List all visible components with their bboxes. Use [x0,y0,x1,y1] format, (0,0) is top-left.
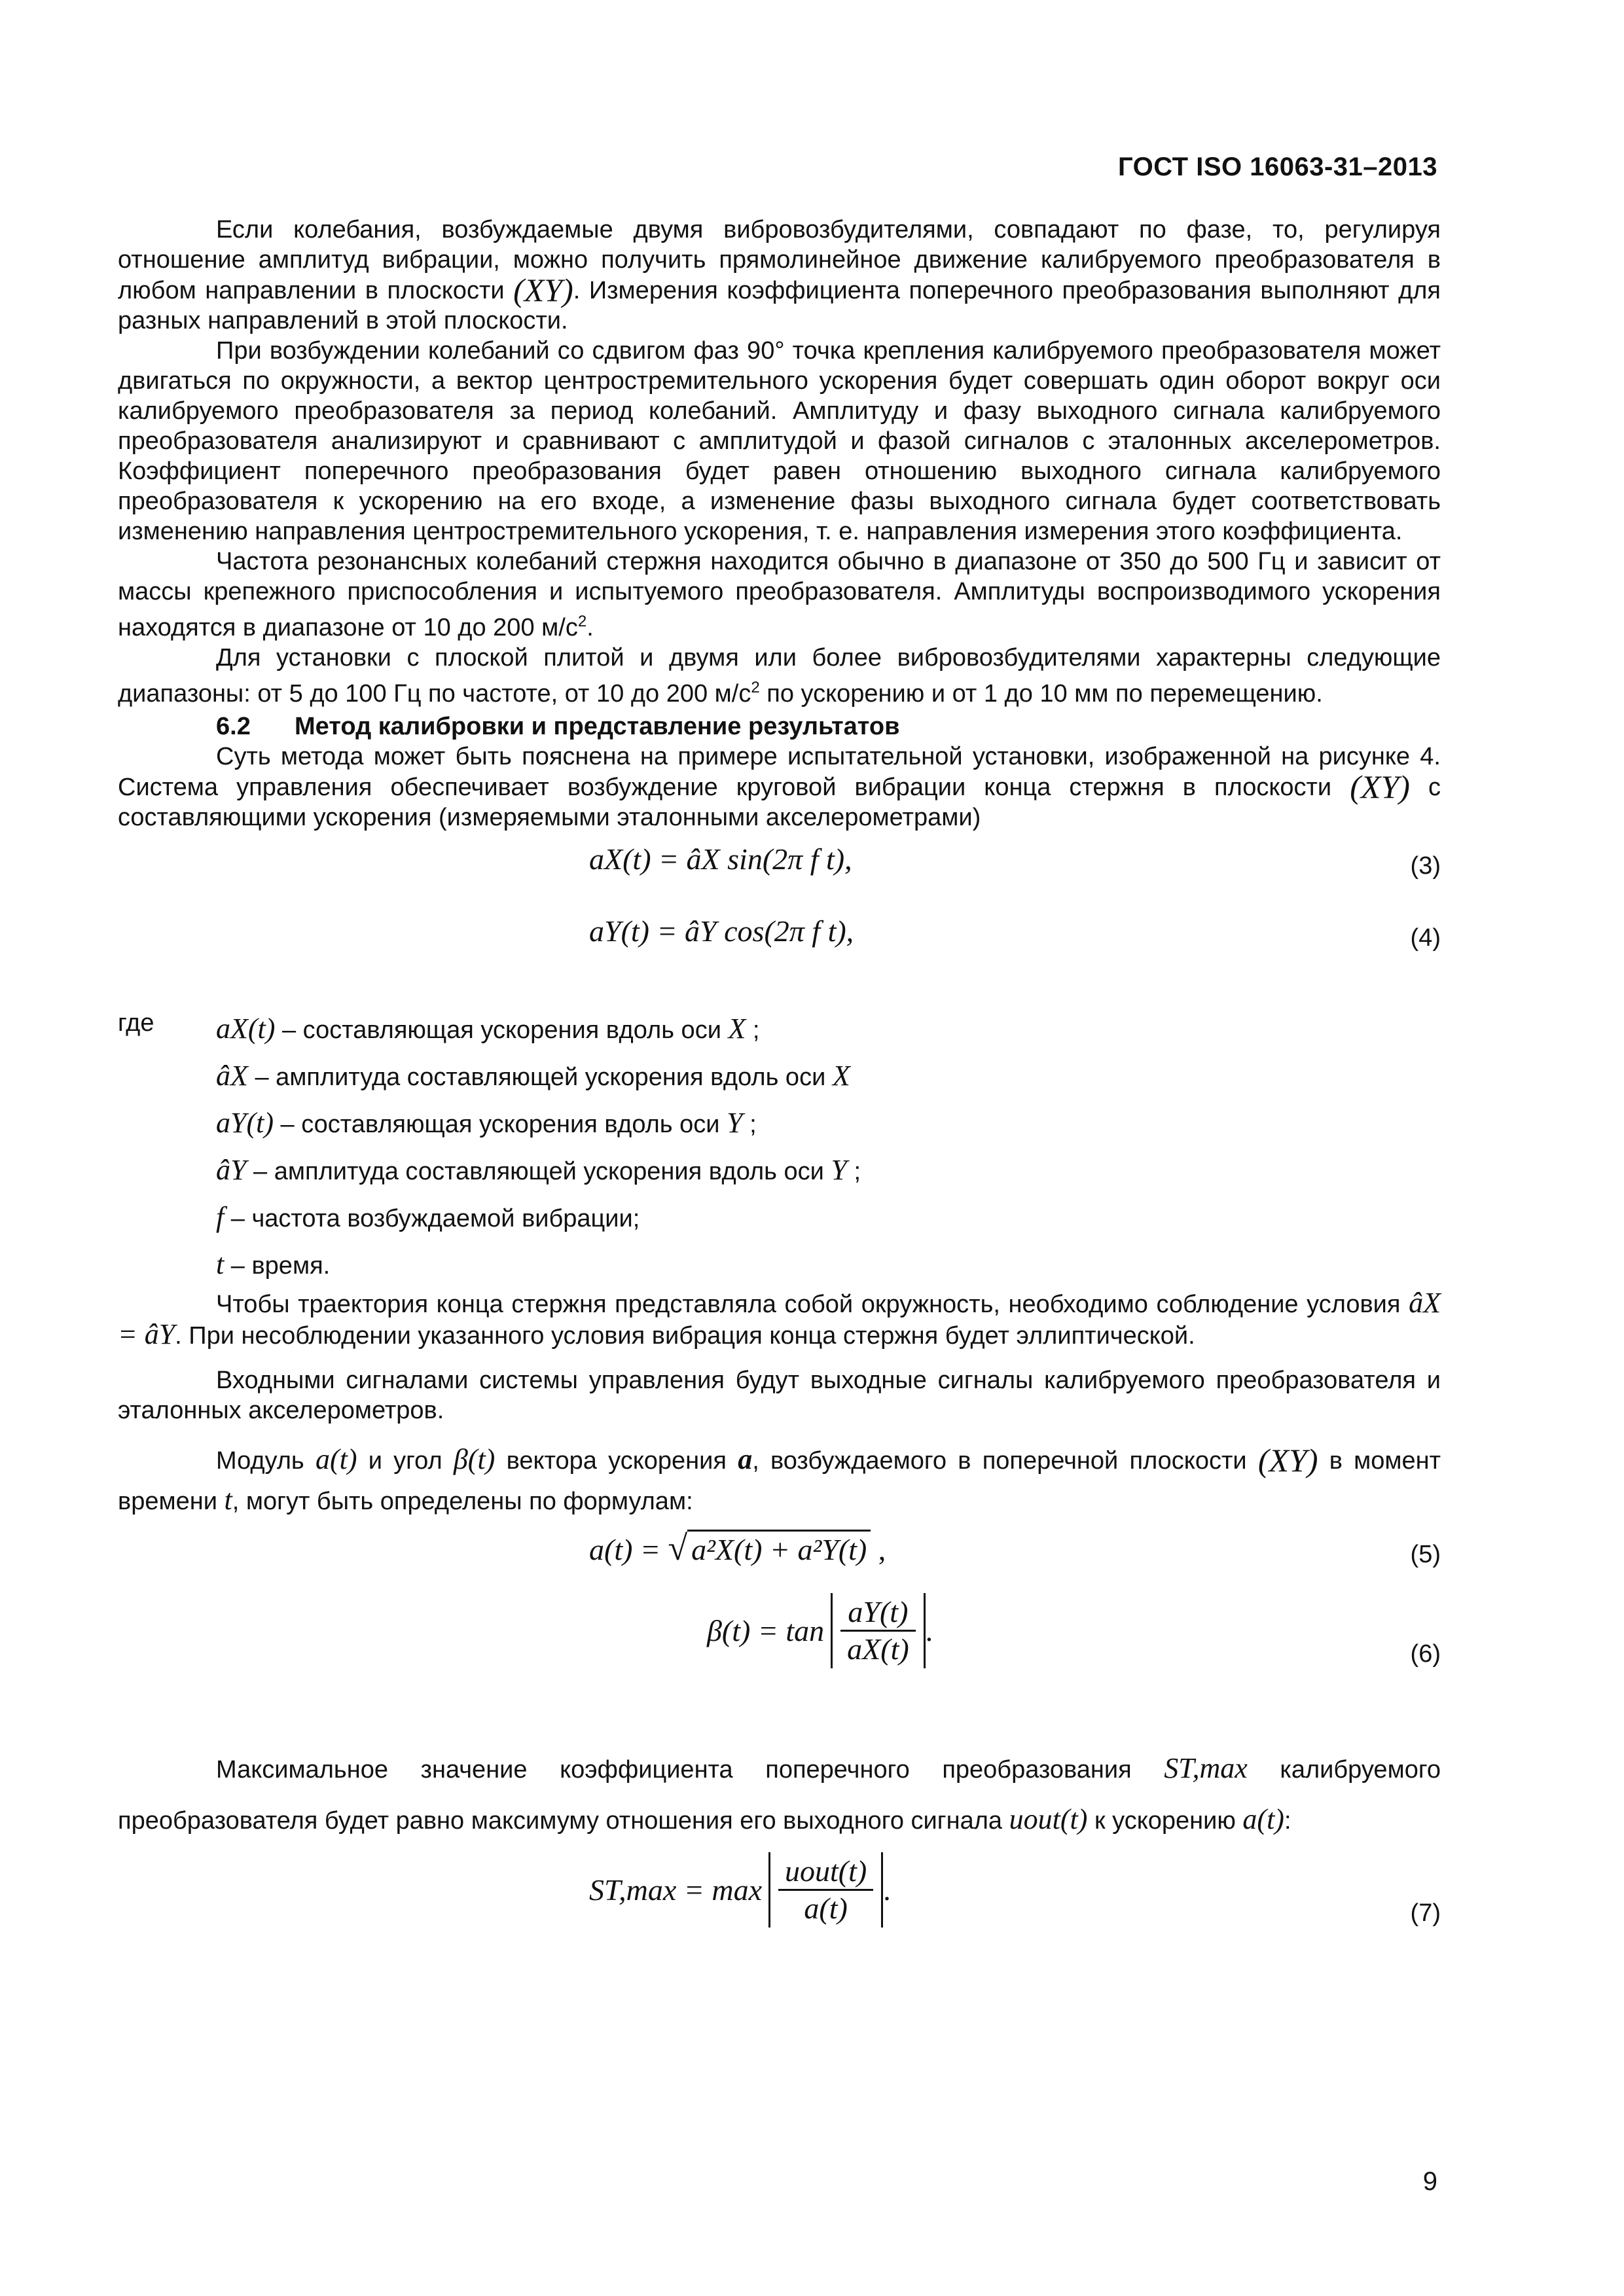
p8-a-of-t: a(t) [315,1443,357,1475]
formula-6-expression [707,1593,933,1668]
p8-vector-a: a [738,1443,753,1475]
p8-text: вектора ускорения [506,1447,727,1475]
p8-beta-of-t: β(t) [453,1443,496,1475]
legend-end: ; [746,1016,760,1044]
legend-text: – амплитуда составляющей ускорения вдоль оси [247,1064,833,1091]
p9-u-out: uout(t) [1009,1803,1088,1835]
section-number: 6.2 [216,713,251,740]
p6-text-end: . При несоблюдении указанного условия вибрация конца стержня будет эллиптической. [175,1322,1195,1350]
p1-text-end: . Измерения коэффициента поперечного преобразования выполняют для разных направлений в этой плоскости. [118,277,1441,334]
plane-xy: (XY) [1350,768,1410,805]
paragraph-9 [118,1744,1441,1846]
plane-xy: (XY) [513,272,573,308]
p3-text: Частота резонансных колебаний стержня находится обычно в диапазоне от 350 до 500 Гц и зависит от массы крепежного приспособления и испытуемого преобразователя. Амплитуды воспроизводимого ускорения находятся в диапазоне от 10 до 200 м/с [118,548,1441,641]
legend-axis: Y [727,1107,743,1139]
legend-text: – составляющая ускорения вдоль оси [275,1016,729,1044]
legend-row [216,1100,1441,1147]
legend-symbol: t [216,1248,225,1280]
legend-row [216,1147,1441,1194]
body-text [118,215,1441,1983]
p8-text: Модуль [216,1447,304,1475]
sqrt-sign-icon: √ [668,1528,688,1568]
p9-text: к ускорению [1094,1807,1236,1835]
legend-symbol: aY(t) [216,1107,274,1139]
formula-3-expression: aX(t) = âX sin(2π f t), [589,842,852,876]
formula-5-tail: , [878,1533,886,1566]
formula-6-numerator: aY(t) [840,1597,916,1632]
formula-6-number: (6) [1410,1640,1441,1668]
legend-axis: Y [831,1154,847,1186]
formula-3 [118,833,1441,905]
legend-symbol: âY [216,1154,247,1186]
p9-text: калибруемого преобразователя будет равно максимуму отношения его выходного сигнала [118,1756,1441,1835]
formula-5-radicand: a²X(t) + a²Y(t) [687,1530,871,1566]
paragraph-6 [118,1288,1441,1351]
formula-7-tail: . [883,1873,891,1907]
formula-5-expression [589,1528,886,1568]
formula-3-number: (3) [1410,852,1441,880]
formula-5-number: (5) [1410,1541,1441,1568]
p1-text: Если колебания, возбуждаемые двумя вибровозбудителями, совпадают по фазе, то, регулируя отношение амплитуд вибрации, можно получить прямолинейное движение калибруемого преобразователя в любом направлении в плоскости [118,216,1441,304]
legend-symbol: âX [216,1060,248,1092]
formula-4-number: (4) [1410,924,1441,952]
section-title: Метод калибровки и представление результатов [295,713,900,740]
legend-text: – частота возбуждаемой вибрации; [224,1205,640,1232]
formula-7-numerator: uout(t) [778,1856,873,1891]
formula-4-expression: aY(t) = âY cos(2π f t), [589,914,854,948]
where-label: где [118,1009,154,1037]
paragraph-8 [118,1440,1441,1521]
p8-text: в момент времени [118,1447,1441,1515]
formula-6-fraction [840,1597,916,1664]
p3-end: . [586,614,594,641]
legend-text: – составляющая ускорения вдоль оси [274,1111,727,1138]
p4-text: Для установки с плоской плитой и двумя или более вибровозбудителями характерны следующие диапазоны: от 5 до 100 Гц по частоте, от 10 до 200 м/с [118,644,1441,708]
p8-text: , могут быть определены по формулам: [232,1488,693,1515]
paragraph-3 [118,547,1441,643]
p6-text: Чтобы траектория конца стержня представляла собой окружность, необходимо соблюдение условия [216,1291,1401,1318]
formula-7-number: (7) [1410,1899,1441,1927]
legend-end: ; [742,1111,757,1138]
formula-6-bracket [831,1593,926,1668]
formula-5-lhs: a(t) = [589,1533,660,1566]
formula-6 [118,1587,1441,1724]
p6-condition: âX = âY [118,1287,1441,1350]
legend-row [216,1194,1441,1241]
symbol-legend [118,1005,1441,1288]
formula-6-tail: . [925,1613,933,1647]
p9-text: Максимальное значение коэффициента поперечного преобразования [216,1756,1132,1784]
document-code: ГОСТ ISO 16063-31–2013 [1118,152,1437,181]
legend-row [216,1005,1441,1052]
formula-7-expression [589,1852,891,1928]
legend-axis: X [832,1060,850,1092]
p9-s-t-max: ST,max [1164,1752,1248,1784]
paragraph-7: Входными сигналами системы управления будут выходные сигналы калибруемого преобразователя и эталонных акселерометров. [118,1367,1441,1424]
p8-time-t: t [224,1484,232,1516]
formula-5 [118,1521,1441,1587]
p4-end: по ускорению и от 1 до 10 мм по перемещению. [759,680,1323,708]
p9-colon: : [1284,1807,1291,1835]
paragraph-2: При возбуждении колебаний со сдвигом фаз 90° точка крепления калибруемого преобразователя может двигаться по окружности, а вектор центростремительного ускорения будет совершать один оборот вокруг оси калибруемого преобразователя за период колебаний. Амплитуду и фазу выходного сигнала калибруемого преобразователя анализируют и сравнивают с амплитудой и фазой сигналов с эталонных акселерометров. Коэффициент поперечного преобразования будет равен отношению выходного сигнала калибруемого преобразователя к ускорению на его входе, а изменение фазы выходного сигнала будет соответствовать изменению направления центростремительного ускорения, т. е. направления измерения этого коэффициента. [118,337,1441,545]
paragraph-5 [118,742,1441,833]
paragraph-1 [118,215,1441,336]
legend-axis: X [728,1013,746,1045]
page-number: 9 [1422,2167,1437,2196]
p5-text-end: с составляющими ускорения (измеряемыми эталонными акселерометрами) [118,774,1441,831]
legend-symbol: f [216,1201,225,1233]
legend-symbol: aX(t) [216,1013,276,1045]
legend-text: – амплитуда составляющей ускорения вдоль оси [246,1158,831,1185]
formula-6-denominator: aX(t) [847,1632,909,1666]
plane-xy: (XY) [1257,1442,1318,1479]
p8-text: , возбуждаемого в поперечной плоскости [752,1447,1247,1475]
p4-superscript: 2 [751,679,760,696]
legend-row [216,1241,1441,1288]
legend-end: ; [846,1158,861,1185]
formula-6-lhs: β(t) = tan [707,1613,825,1647]
formula-7-lhs: ST,max = max [589,1873,762,1907]
legend-text: – время. [224,1252,331,1280]
formula-7 [118,1846,1441,1983]
p3-superscript: 2 [577,613,587,630]
legend-row [216,1052,1441,1100]
section-heading [118,711,1441,742]
formula-7-denominator: a(t) [804,1892,848,1925]
formula-4 [118,905,1441,977]
p8-text: и угол [368,1447,442,1475]
paragraph-4 [118,643,1441,709]
formula-7-bracket [768,1852,883,1928]
formula-7-fraction [778,1856,873,1924]
p5-text: Суть метода может быть пояснена на примере испытательной установки, изображенной на рисунке 4. Система управления обеспечивает возбуждение круговой вибрации конца стержня в плоскости [118,743,1441,801]
p9-a-of-t: a(t) [1242,1803,1284,1835]
